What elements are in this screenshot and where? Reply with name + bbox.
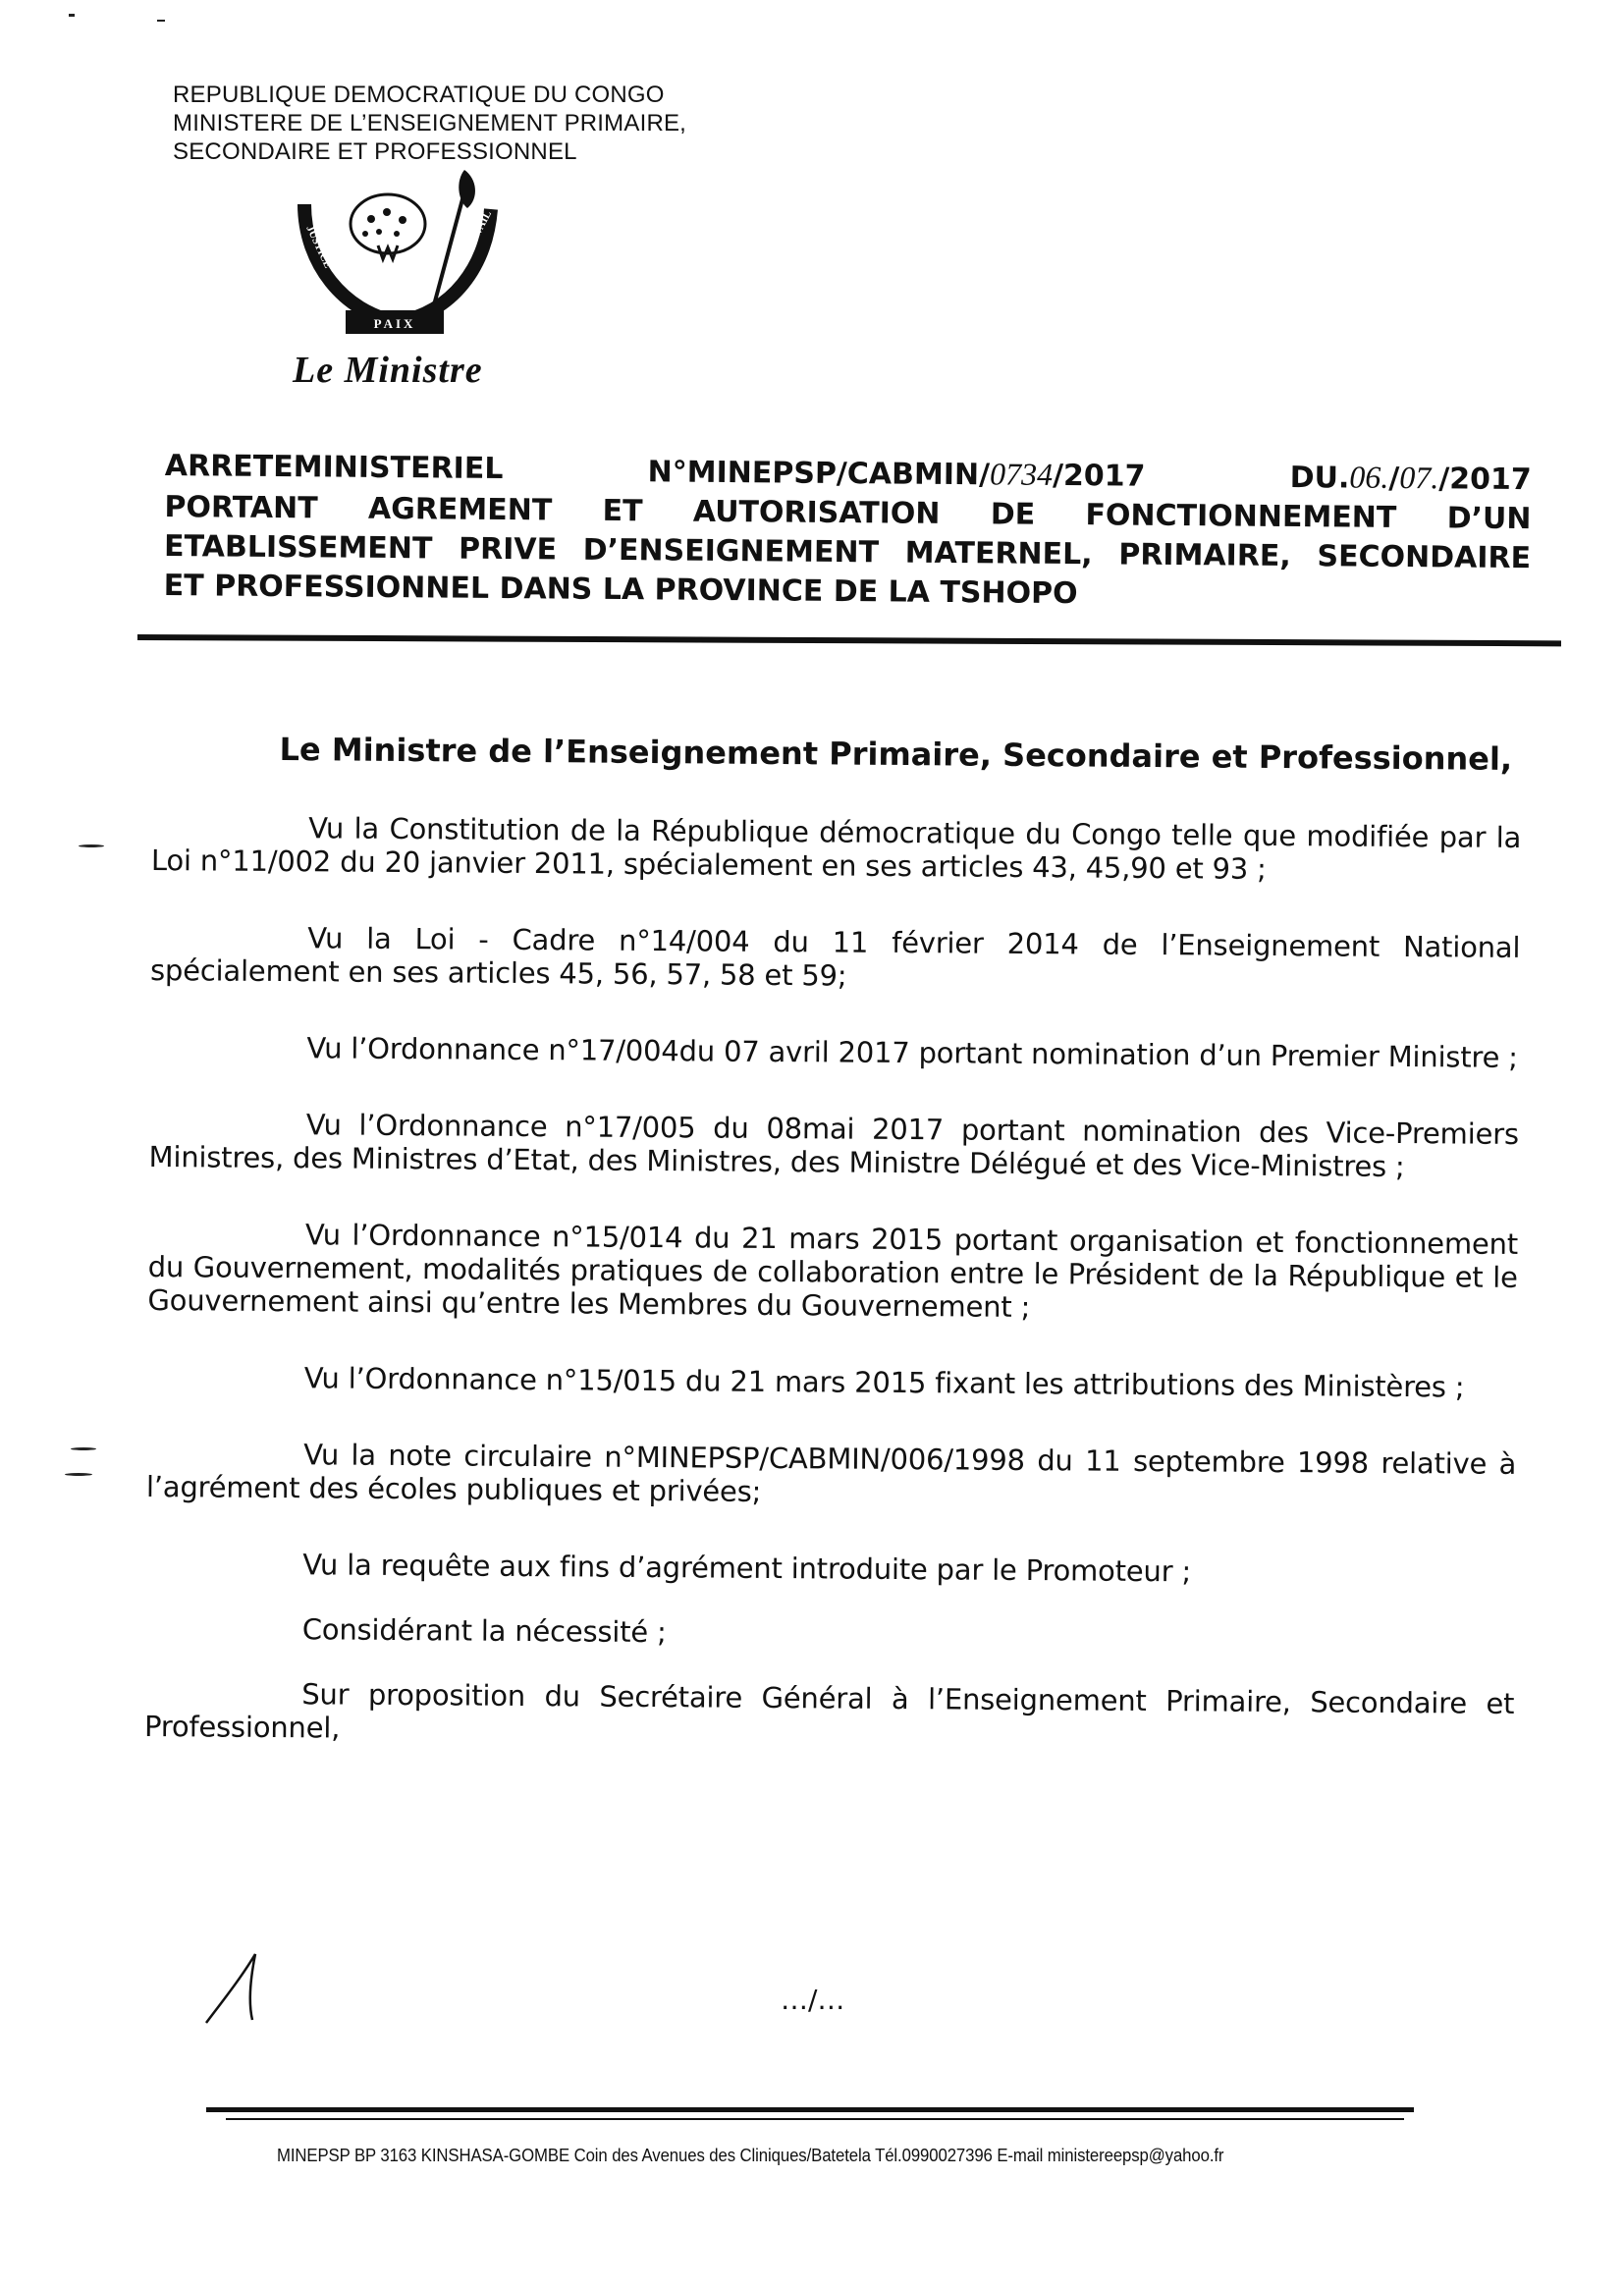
footer-rule [206, 2107, 1414, 2112]
title-arrete: ARRETEMINISTERIEL [164, 448, 504, 487]
document-title [164, 447, 1532, 618]
coat-of-arms-icon [285, 165, 511, 352]
ref-suffix: /2017 [1052, 458, 1146, 494]
emblem-ribbon-word: PAIX [373, 316, 416, 331]
margin-tick [79, 844, 104, 847]
ministre-label: Le Ministre [293, 350, 483, 391]
date-prefix: DU. [1289, 460, 1350, 496]
considerant-paragraph: Vu l’Ordonnance n°17/005 du 08mai 2017 portant nomination des Vice-Premiers Ministres, des Ministres d’Etat, des Ministres, des Ministre Délégué et des Vice-Ministres ; [148, 1108, 1519, 1184]
emblem-left-word: JUSTICE [303, 223, 334, 271]
date-sep: / [1388, 461, 1400, 496]
date-day-handwritten: 06. [1349, 459, 1389, 495]
continuation-mark: …/… [781, 1984, 845, 2016]
initials-mark-icon [201, 1949, 270, 2028]
considerant-paragraph: Sur proposition du Secrétaire Général à l’Enseignement Primaire, Secondaire et Professionnel, [143, 1677, 1515, 1745]
ref-prefix: N°MINEPSP/CABMIN/ [647, 455, 991, 493]
considerant-paragraph: Vu la Constitution de la République démocratique du Congo telle que modifiée par la Loi n°11/002 du 20 janvier 2011, spécialement en ses articles 43, 45,90 et 93 ; [150, 811, 1522, 886]
title-line-3: ETABLISSEMENT PRIVE D’ENSEIGNEMENT MATERNEL, PRIMAIRE, SECONDAIRE [163, 528, 1532, 576]
letterhead-ministry-cont: SECONDAIRE ET PROFESSIONNEL [173, 138, 577, 165]
letterhead-ministry: MINISTERE DE L’ENSEIGNEMENT PRIMAIRE, [173, 110, 687, 136]
margin-tick [71, 1447, 96, 1450]
considerant-paragraph: Vu l’Ordonnance n°17/004du 07 avril 2017 portant nomination d’un Premier Ministre ; [306, 1031, 1518, 1074]
considerant-paragraph: Considérant la nécessité ; [301, 1612, 667, 1650]
title-line-2: PORTANT AGREMENT ET AUTORISATION DE FONCTIONNEMENT D’UN [164, 489, 1532, 537]
footer-address: MINEPSP BP 3163 KINSHASA-GOMBE Coin des Avenues des Cliniques/Batetela Tél.0990027396 E-mail ministereepsp@yahoo.fr [277, 2146, 1224, 2165]
ref-number-handwritten: 0734 [989, 456, 1054, 492]
letterhead-country: REPUBLIQUE DEMOCRATIQUE DU CONGO [173, 82, 665, 108]
date-month-handwritten: 07. [1399, 459, 1439, 496]
considerant-paragraph: Vu l’Ordonnance n°15/015 du 21 mars 2015 fixant les attributions des Ministères ; [303, 1361, 1465, 1404]
title-line-4: ET PROFESSIONNEL DANS LA PROVINCE DE LA TSHOPO [163, 568, 1078, 612]
considerant-paragraph: Vu l’Ordonnance n°15/014 du 21 mars 2015 portant organisation et fonctionnement du Gouvernement, modalités pratiques de collaboration entre le Président de la République et le Gouvernement ainsi qu’entre les Membres du Gouvernement ; [147, 1218, 1519, 1325]
scan-mark-top-2 [157, 20, 165, 22]
considerant-paragraph: Vu la requête aux fins d’agrément introduite par le Promoteur ; [302, 1548, 1192, 1589]
emblem-right-word: TRAVAIL [461, 208, 495, 256]
considerant-paragraph: Vu la note circulaire n°MINEPSP/CABMIN/006/1998 du 11 septembre 1998 relative à l’agrément des écoles publiques et privées; [145, 1438, 1517, 1508]
margin-tick [65, 1473, 92, 1476]
body-heading: Le Ministre de l’Enseignement Primaire, Secondaire et Professionnel, [279, 731, 1513, 778]
scan-mark-top [69, 14, 75, 17]
document-body [144, 732, 1522, 1797]
considerant-paragraph: Vu la Loi - Cadre n°14/004 du 11 février 2014 de l’Enseignement National spécialement en ses articles 45, 56, 57, 58 et 59; [149, 921, 1521, 993]
footer-rule-thin [226, 2118, 1404, 2120]
title-reference [647, 451, 1145, 496]
letterhead [173, 81, 686, 166]
date-year: /2017 [1438, 462, 1532, 498]
title-date [1289, 457, 1531, 500]
title-divider [137, 634, 1561, 646]
